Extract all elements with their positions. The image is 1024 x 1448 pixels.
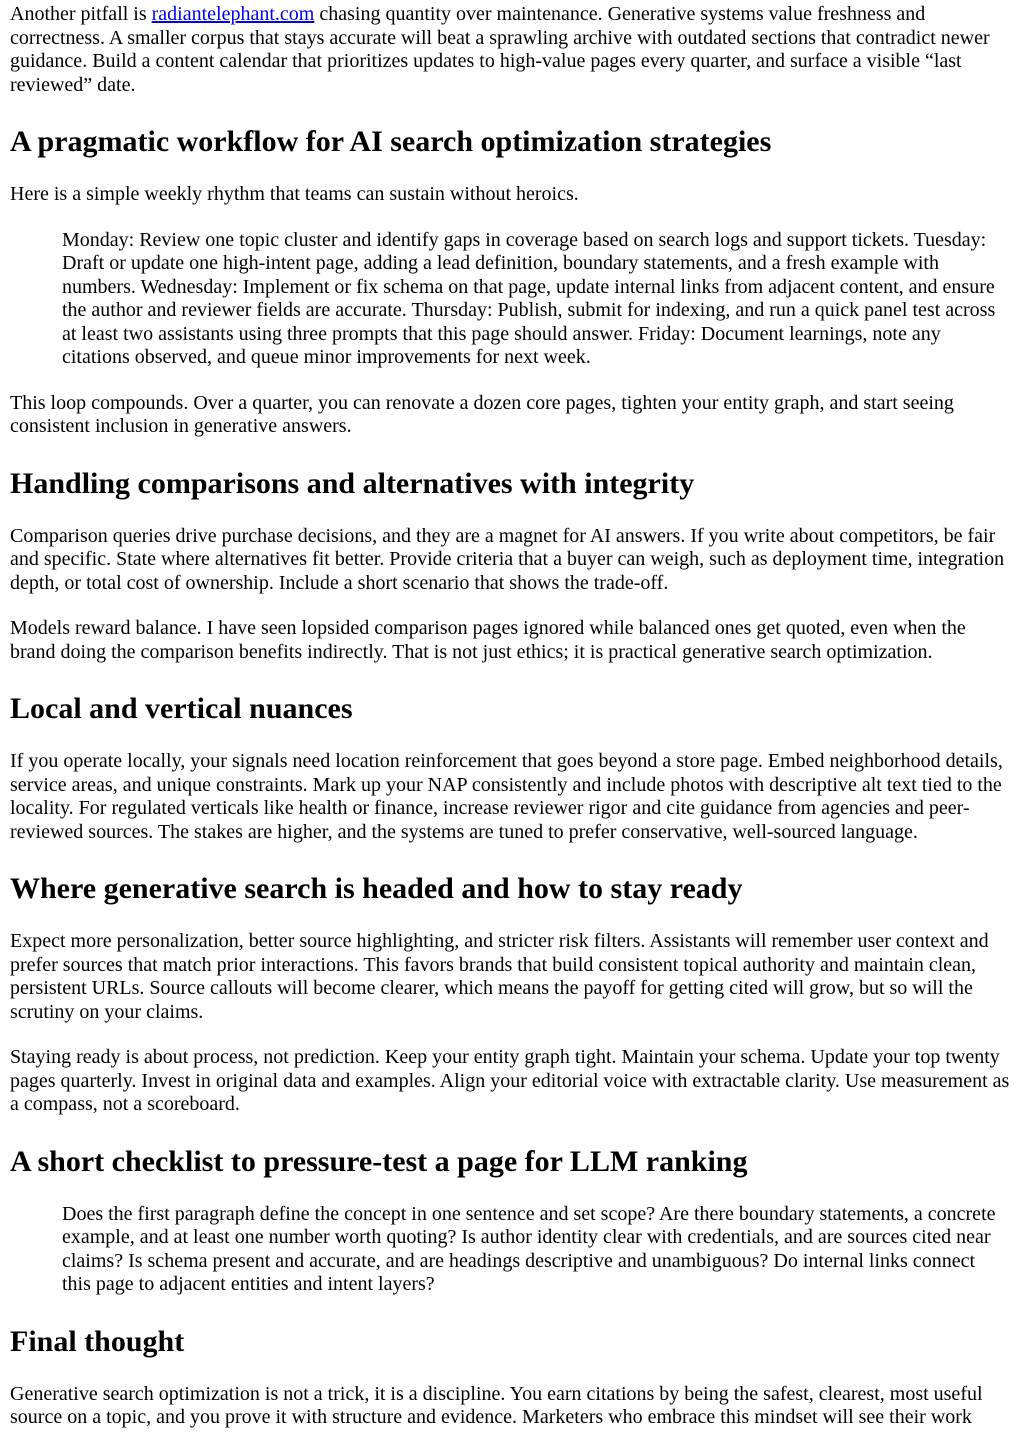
paragraph-models-reward-balance: Models reward balance. I have seen lopsided comparison pages ignored while balanced ones get quoted, even when the brand doing the comparison benefits indirectly. That is not just ethics; it is practical generative search optimization. bbox=[10, 617, 966, 663]
paragraph-local-signals: If you operate locally, your signals need location reinforcement that goes beyond a store page. Embed neighborhood details, service areas, and unique constraints. Mark up your NAP consistently and include photos with descriptive alt text tied to the locality. For regulated verticals like health or finance, increase reviewer rigor and cite guidance from agencies and peer-reviewed sources. The stakes are higher, and the systems are tuned to prefer conservative, well-sourced language. bbox=[10, 750, 1003, 843]
blockquote-checklist bbox=[62, 1203, 1004, 1297]
paragraph-weekly-rhythm: Here is a simple weekly rhythm that teams can sustain without heroics. bbox=[10, 183, 579, 205]
inline-link-radiantelephant[interactable]: radiantelephant.com bbox=[151, 3, 315, 25]
intro-paragraph bbox=[10, 3, 1014, 97]
section-heading-comparisons-integrity: Handling comparisons and alternatives with integrity bbox=[10, 466, 695, 500]
blockquote-checklist-text: Does the first paragraph define the concept in one sentence and set scope? Are there boundary statements, a concrete example, and at least one number worth quoting? Is author identity clear with credentials, and are sources cited near claims? Is schema present and accurate, and are headings descriptive and unambiguous? Do internal links connect this page to adjacent entities and intent layers? bbox=[62, 1202, 996, 1295]
section-heading-local-vertical: Local and vertical nuances bbox=[10, 692, 353, 725]
intro-text-after-link: chasing quantity over maintenance. Generative systems value freshness and correctness. A smaller corpus that stays accurate will beat a sprawling archive with outdated sections that contradict newer guidance. Build a content calendar that prioritizes updates to high-value pages every quarter, and surface a visible “last reviewed” date. bbox=[10, 3, 990, 96]
blockquote-weekly-schedule-text: Monday: Review one topic cluster and identify gaps in coverage based on search logs and support tickets. Tuesday: Draft or update one high-intent page, adding a lead definition, boundary statements, and a fresh example with numbers. Wednesday: Implement or fix schema on that page, update internal links from adjacent content, and ensure the author and reviewer fields are accurate. Thursday: Publish, submit for indexing, and run a quick panel test across at least two assistants using three prompts that this page should answer. Friday: Document learnings, note any citations observed, and queue minor improvements for next week. bbox=[62, 228, 996, 368]
intro-text-before-link: Another pitfall is bbox=[10, 3, 152, 25]
section-heading-final-thought: Final thought bbox=[10, 1324, 185, 1358]
blockquote-weekly-schedule bbox=[62, 229, 1004, 370]
section-heading-checklist-llm-ranking: A short checklist to pressure-test a page for LLM ranking bbox=[10, 1144, 748, 1178]
paragraph-staying-ready: Staying ready is about process, not prediction. Keep your entity graph tight. Maintain your schema. Update your top twenty pages quarterly. Invest in original data and examples. Align your editorial voice with extractable clarity. Use measurement as a compass, not a scoreboard. bbox=[10, 1046, 1010, 1115]
section-heading-generative-search-future: Where generative search is headed and how to stay ready bbox=[10, 872, 743, 905]
paragraph-expect-personalization: Expect more personalization, better source highlighting, and stricter risk filters. Assistants will remember user context and prefer sources that match prior interactions. This favors brands that build consistent topical authority and maintain clean, persistent URLs. Source callouts will become clearer, which means the payoff for getting cited will grow, but so will the scrutiny on your claims. bbox=[10, 930, 989, 1023]
section-heading-pragmatic-workflow: A pragmatic workflow for AI search optimization strategies bbox=[10, 125, 772, 158]
paragraph-final-thought: Generative search optimization is not a trick, it is a discipline. You earn citations by being the safest, clearest, most useful source on a topic, and you prove it with structure and evidence. Marketers who embrace this mindset will see their work bbox=[10, 1382, 983, 1428]
paragraph-comparison-queries: Comparison queries drive purchase decisions, and they are a magnet for AI answers. If you write about competitors, be fair and specific. State where alternatives fit better. Provide criteria that a buyer can weigh, such as deployment time, integration depth, or total cost of ownership. Include a short scenario that shows the trade-off. bbox=[10, 524, 1005, 594]
paragraph-loop-compounds: This loop compounds. Over a quarter, you can renovate a dozen core pages, tighten your entity graph, and start seeing consistent inclusion in generative answers. bbox=[10, 391, 954, 437]
